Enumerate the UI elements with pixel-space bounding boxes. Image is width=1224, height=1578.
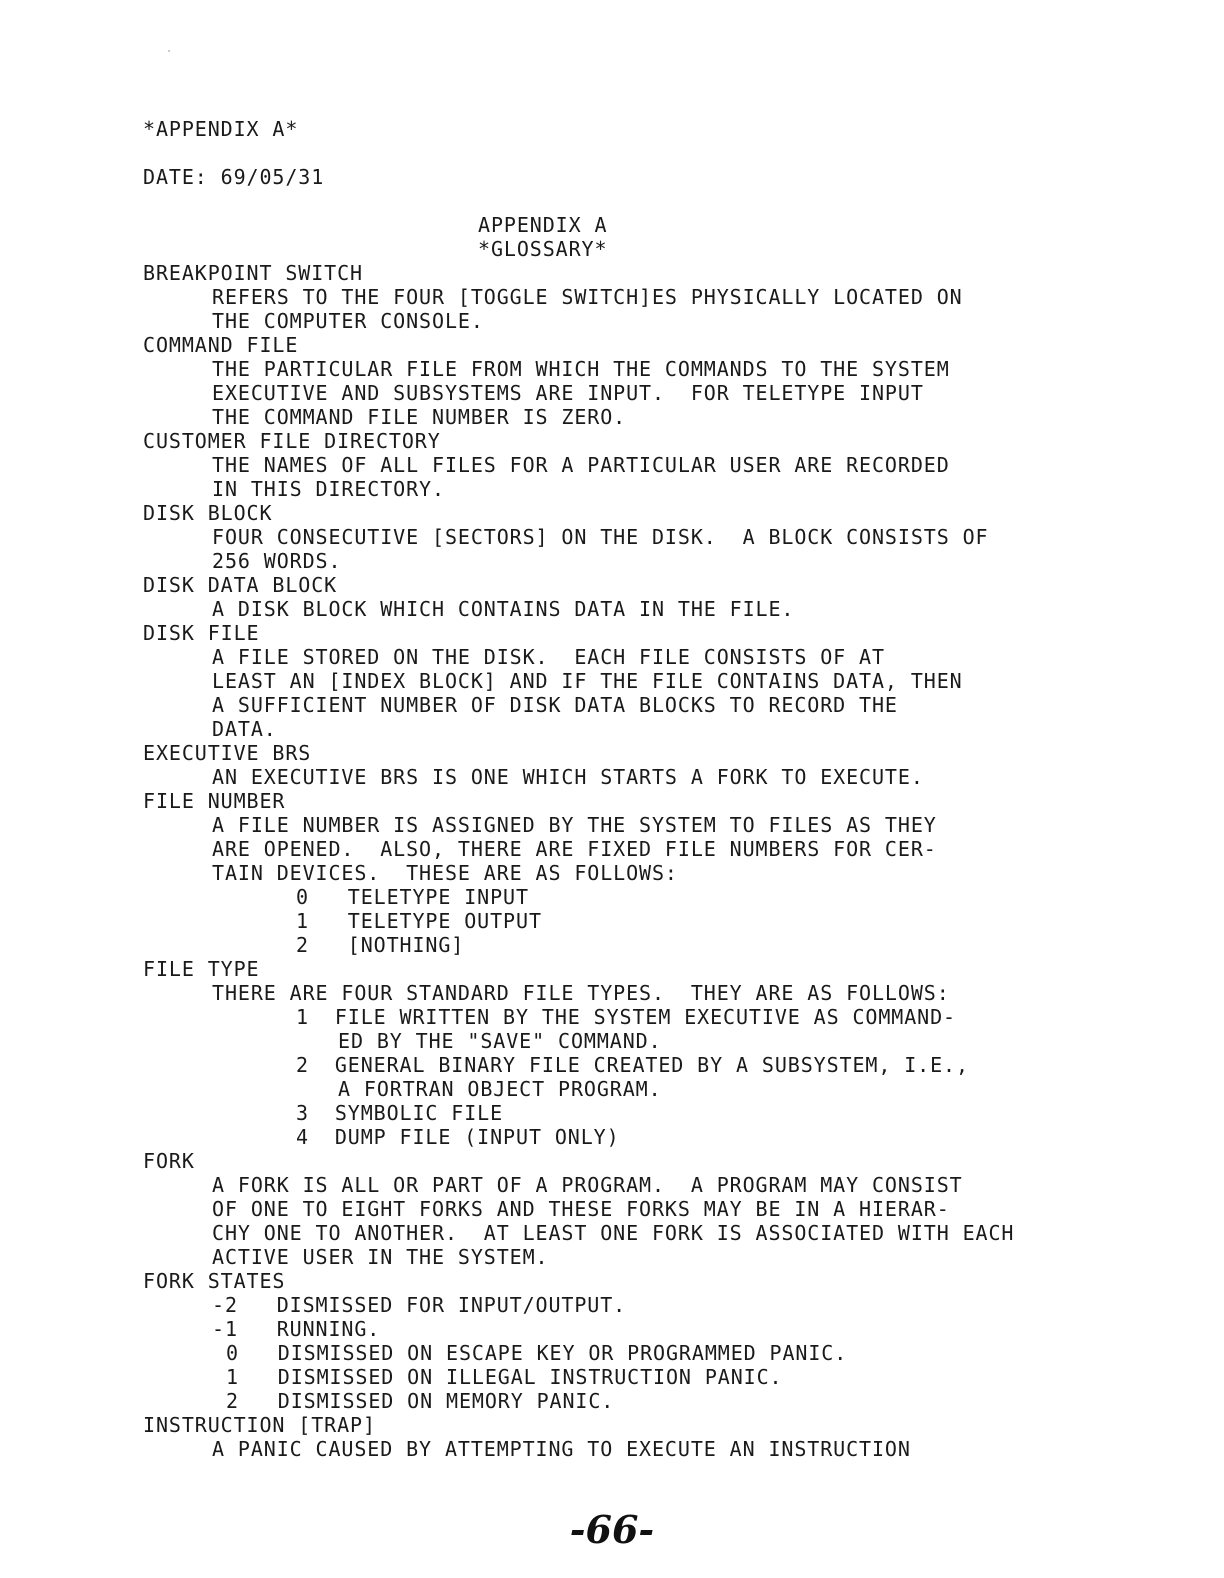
glossary-definition-line: DATA. bbox=[212, 717, 277, 741]
glossary-definition-line: THE PARTICULAR FILE FROM WHICH THE COMMANDS TO THE SYSTEM bbox=[212, 357, 950, 381]
glossary-definition-line: ARE OPENED. ALSO, THERE ARE FIXED FILE NUMBERS FOR CER- bbox=[212, 837, 937, 861]
glossary-definition-line: CHY ONE TO ANOTHER. AT LEAST ONE FORK IS ASSOCIATED WITH EACH bbox=[212, 1221, 1015, 1245]
glossary-definition-line: THE NAMES OF ALL FILES FOR A PARTICULAR USER ARE RECORDED bbox=[212, 453, 950, 477]
glossary-heading: *GLOSSARY* bbox=[478, 237, 608, 261]
glossary-list-line: -1 RUNNING. bbox=[212, 1317, 381, 1341]
glossary-list-line: 0 DISMISSED ON ESCAPE KEY OR PROGRAMMED PANIC. bbox=[226, 1341, 848, 1365]
glossary-definition-line: LEAST AN [INDEX BLOCK] AND IF THE FILE CONTAINS DATA, THEN bbox=[212, 669, 963, 693]
page-number: -66- bbox=[569, 1507, 655, 1552]
glossary-definition-line: A SUFFICIENT NUMBER OF DISK DATA BLOCKS TO RECORD THE bbox=[212, 693, 898, 717]
glossary-term: EXECUTIVE BRS bbox=[143, 741, 312, 765]
glossary-term: COMMAND FILE bbox=[143, 333, 299, 357]
glossary-list-line: 2 DISMISSED ON MEMORY PANIC. bbox=[226, 1389, 615, 1413]
glossary-definition-line: A FILE NUMBER IS ASSIGNED BY THE SYSTEM TO FILES AS THEY bbox=[212, 813, 937, 837]
glossary-term: DISK FILE bbox=[143, 621, 260, 645]
glossary-definition-line: TAIN DEVICES. THESE ARE AS FOLLOWS: bbox=[212, 861, 678, 885]
glossary-definition-line: ACTIVE USER IN THE SYSTEM. bbox=[212, 1245, 549, 1269]
appendix-title: APPENDIX A bbox=[478, 213, 608, 237]
glossary-list-line: 3 SYMBOLIC FILE bbox=[296, 1101, 504, 1125]
glossary-list-line: -2 DISMISSED FOR INPUT/OUTPUT. bbox=[212, 1293, 627, 1317]
glossary-term: DISK DATA BLOCK bbox=[143, 573, 338, 597]
glossary-term: CUSTOMER FILE DIRECTORY bbox=[143, 429, 441, 453]
glossary-definition-line: A PANIC CAUSED BY ATTEMPTING TO EXECUTE AN INSTRUCTION bbox=[212, 1437, 911, 1461]
glossary-list-line: 4 DUMP FILE (INPUT ONLY) bbox=[296, 1125, 620, 1149]
scan-speck bbox=[168, 50, 170, 52]
document-date: DATE: 69/05/31 bbox=[143, 165, 325, 189]
glossary-term: FILE TYPE bbox=[143, 957, 260, 981]
glossary-definition-line: THE COMMAND FILE NUMBER IS ZERO. bbox=[212, 405, 627, 429]
glossary-list-line: 2 GENERAL BINARY FILE CREATED BY A SUBSYSTEM, I.E., bbox=[296, 1053, 969, 1077]
glossary-definition-line: AN EXECUTIVE BRS IS ONE WHICH STARTS A FORK TO EXECUTE. bbox=[212, 765, 924, 789]
glossary-definition-line: IN THIS DIRECTORY. bbox=[212, 477, 445, 501]
glossary-definition-line: FOUR CONSECUTIVE [SECTORS] ON THE DISK. A BLOCK CONSISTS OF bbox=[212, 525, 989, 549]
glossary-definition-line: EXECUTIVE AND SUBSYSTEMS ARE INPUT. FOR TELETYPE INPUT bbox=[212, 381, 924, 405]
glossary-definition-line: REFERS TO THE FOUR [TOGGLE SWITCH]ES PHYSICALLY LOCATED ON bbox=[212, 285, 963, 309]
glossary-list-line: 2 [NOTHING] bbox=[296, 933, 465, 957]
glossary-term: INSTRUCTION [TRAP] bbox=[143, 1413, 376, 1437]
glossary-definition-line: A FORK IS ALL OR PART OF A PROGRAM. A PROGRAM MAY CONSIST bbox=[212, 1173, 963, 1197]
glossary-list-line: ED BY THE "SAVE" COMMAND. bbox=[338, 1029, 662, 1053]
glossary-list-line: 1 TELETYPE OUTPUT bbox=[296, 909, 542, 933]
glossary-list-line: 1 FILE WRITTEN BY THE SYSTEM EXECUTIVE AS COMMAND- bbox=[296, 1005, 956, 1029]
glossary-term: DISK BLOCK bbox=[143, 501, 273, 525]
glossary-definition-line: A DISK BLOCK WHICH CONTAINS DATA IN THE FILE. bbox=[212, 597, 795, 621]
glossary-definition-line: OF ONE TO EIGHT FORKS AND THESE FORKS MAY BE IN A HIERAR- bbox=[212, 1197, 950, 1221]
glossary-list-line: 0 TELETYPE INPUT bbox=[296, 885, 529, 909]
glossary-list-line: A FORTRAN OBJECT PROGRAM. bbox=[338, 1077, 662, 1101]
glossary-term: FILE NUMBER bbox=[143, 789, 286, 813]
glossary-definition-line: 256 WORDS. bbox=[212, 549, 342, 573]
appendix-mark: *APPENDIX A* bbox=[143, 117, 299, 141]
glossary-term: FORK bbox=[143, 1149, 195, 1173]
glossary-definition-line: A FILE STORED ON THE DISK. EACH FILE CONSISTS OF AT bbox=[212, 645, 885, 669]
glossary-term: BREAKPOINT SWITCH bbox=[143, 261, 363, 285]
glossary-definition-line: THERE ARE FOUR STANDARD FILE TYPES. THEY ARE AS FOLLOWS: bbox=[212, 981, 950, 1005]
glossary-definition-line: THE COMPUTER CONSOLE. bbox=[212, 309, 484, 333]
glossary-list-line: 1 DISMISSED ON ILLEGAL INSTRUCTION PANIC. bbox=[226, 1365, 783, 1389]
glossary-term: FORK STATES bbox=[143, 1269, 286, 1293]
